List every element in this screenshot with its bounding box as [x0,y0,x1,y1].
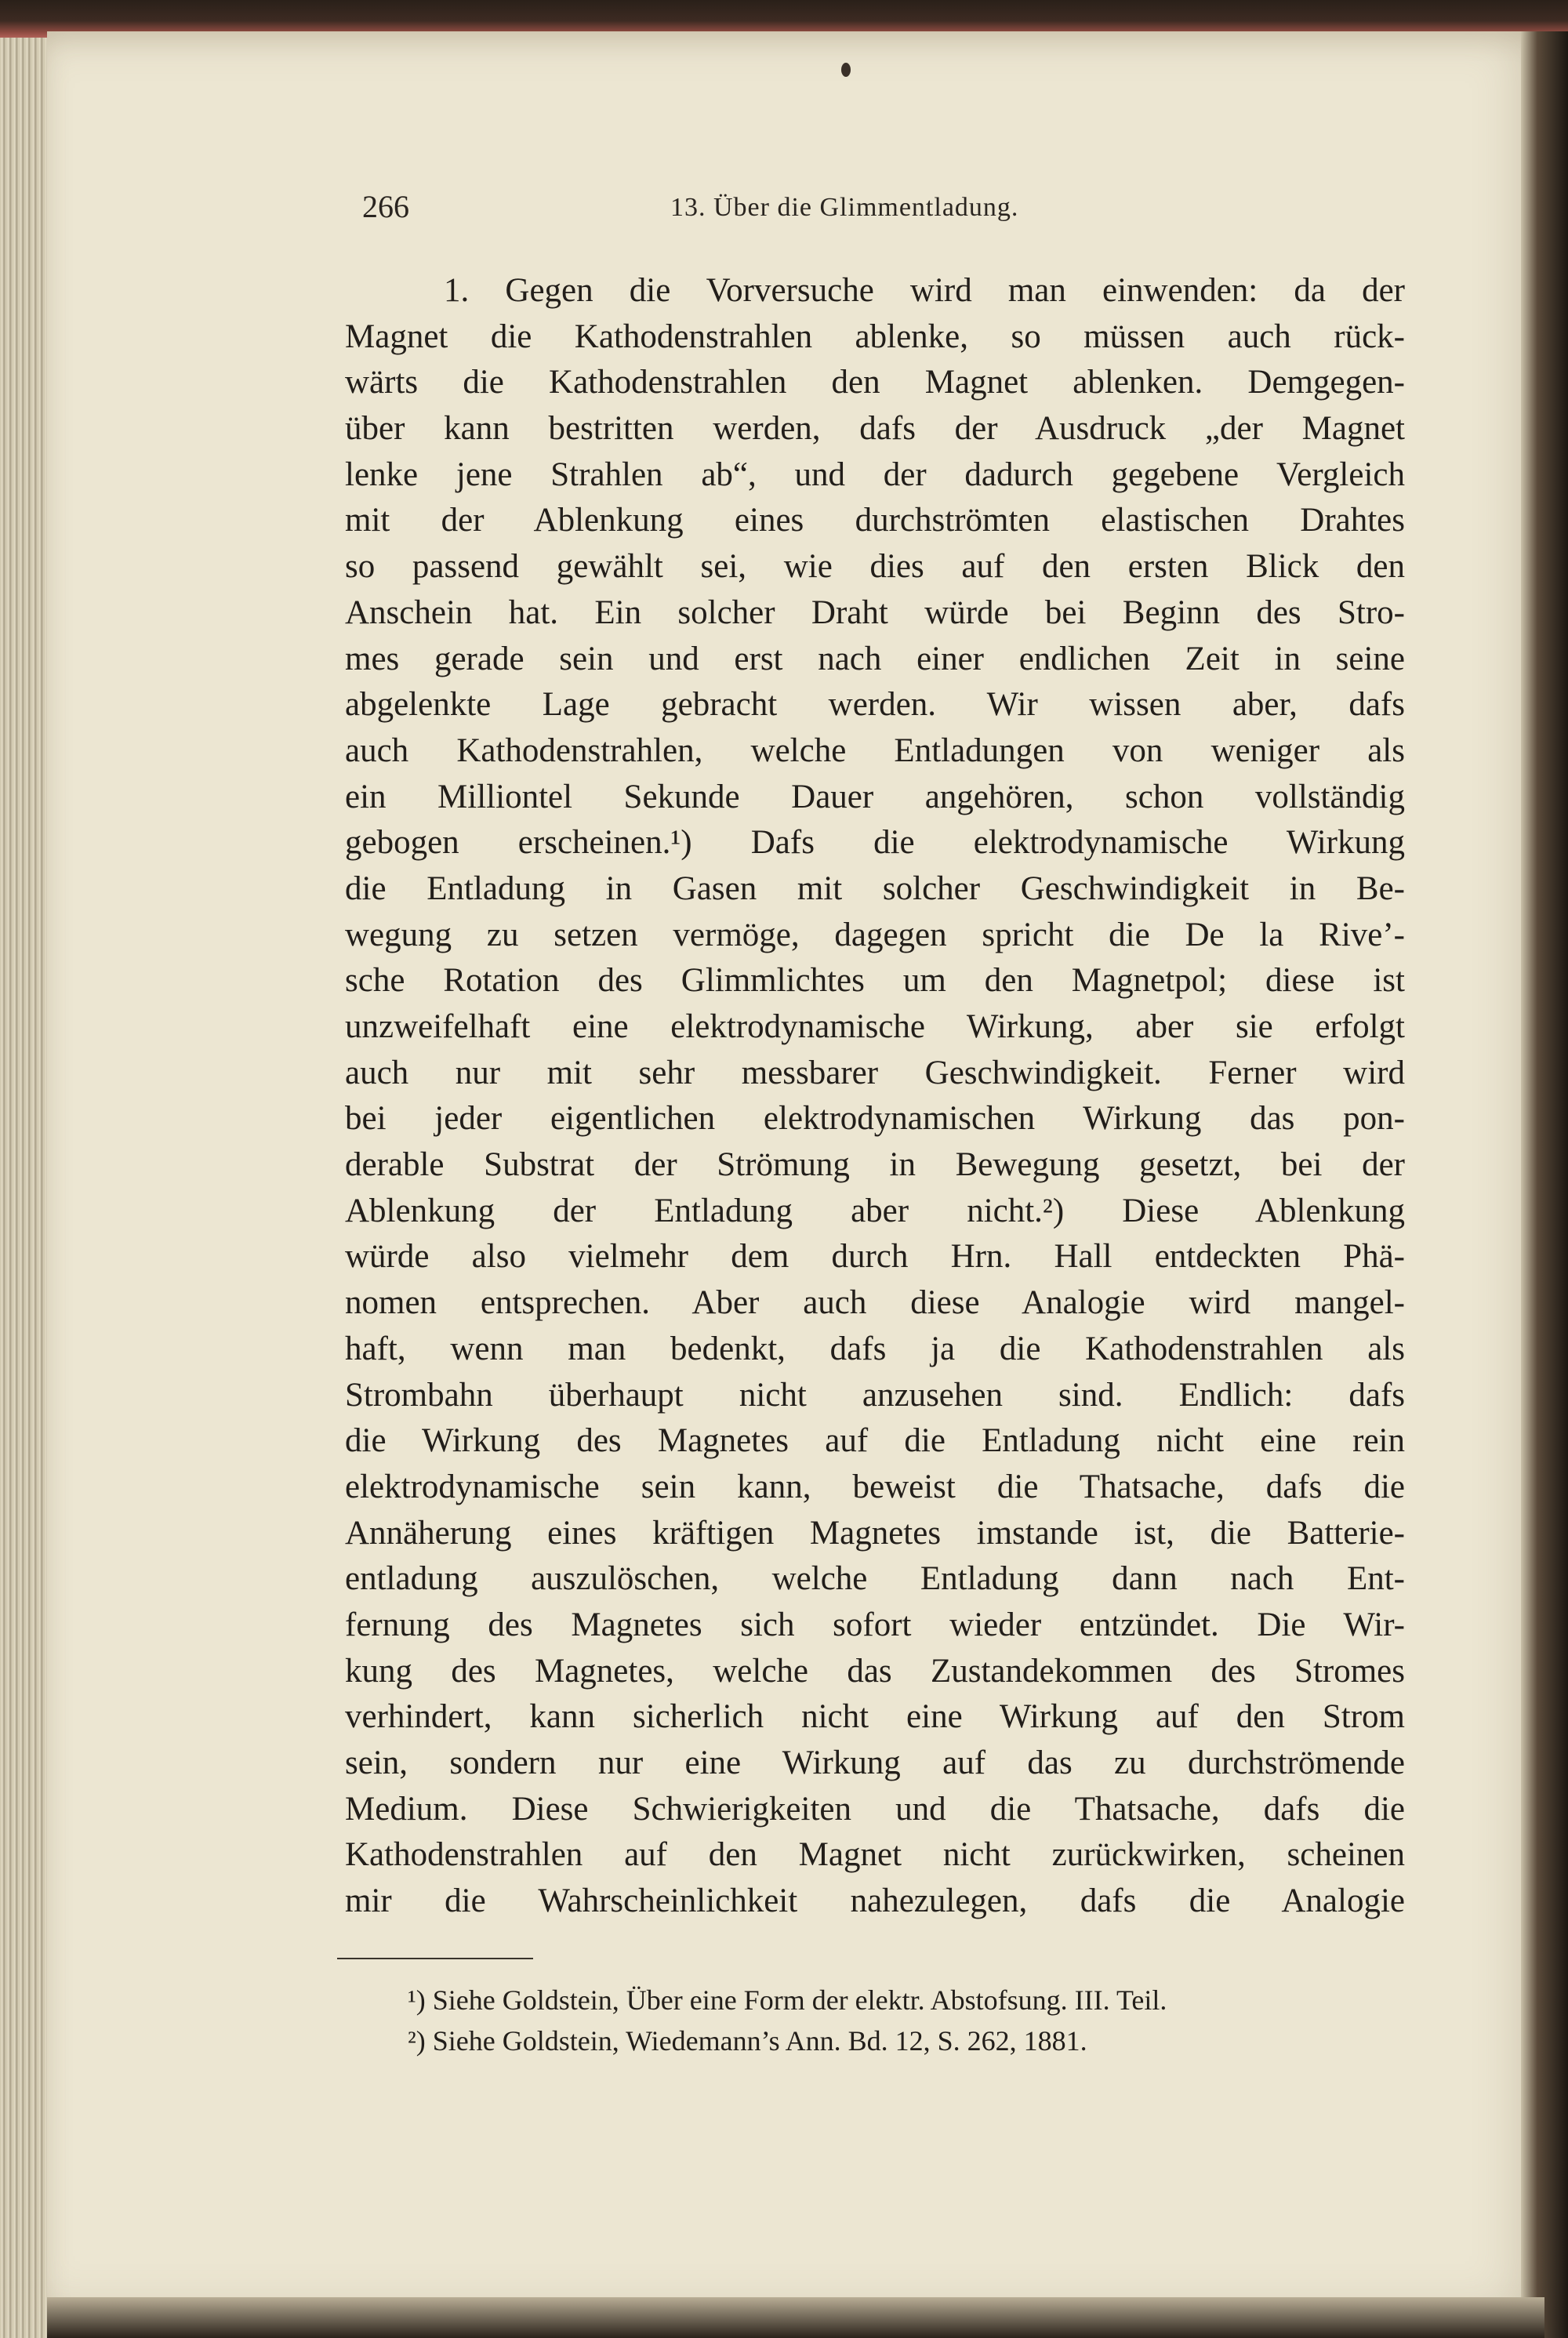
ink-spot [841,63,851,77]
text-line: Anschein hat. Ein solcher Draht würde bei Beginn des Stro- [345,594,1405,631]
page-number: 266 [362,189,409,224]
text-line: Magnet die Kathodenstrahlen ablenke, so müssen auch rück- [345,318,1405,355]
text-line: gebogen erscheinen.¹) Dafs die elektrodynamische Wirkung [345,824,1405,862]
text-line: derable Substrat der Strömung in Bewegung gesetzt, bei der [345,1146,1405,1184]
text-line: Kathodenstrahlen auf den Magnet nicht zurückwirken, scheinen [345,1836,1405,1874]
text-line: wärts die Kathodenstrahlen den Magnet ablenken. Demgegen- [345,364,1405,401]
page-header [0,188,1568,235]
text-line: kung des Magnetes, welche das Zustandekommen des Stromes [345,1652,1405,1690]
text-line: verhindert, kann sicherlich nicht eine Wirkung auf den Strom [345,1698,1405,1736]
text-line: mit der Ablenkung eines durchströmten elastischen Drahtes [345,502,1405,539]
text-line: Ablenkung der Entladung aber nicht.²) Diese Ablenkung [345,1192,1405,1229]
text-line: haft, wenn man bedenkt, dafs ja die Kathodenstrahlen als [345,1330,1405,1367]
text-line: mir die Wahrscheinlichkeit nahezulegen, dafs die Analogie [345,1882,1405,1920]
text-line: sein, sondern nur eine Wirkung auf das zu durchströmende [345,1744,1405,1781]
text-line: so passend gewählt sei, wie dies auf den ersten Blick den [345,548,1405,586]
text-line: auch Kathodenstrahlen, welche Entladungen von weniger als [345,732,1405,769]
text-line: wegung zu setzen vermöge, dagegen spricht die De la Rive’- [345,916,1405,953]
bottom-shadow [47,2297,1544,2338]
running-head: 13. Über die Glimmentladung. [670,193,1019,222]
text-line: ein Milliontel Sekunde Dauer angehören, schon vollständig [345,778,1405,815]
text-line: sche Rotation des Glimmlichtes um den Magnetpol; diese ist [345,962,1405,1000]
text-line: Annäherung eines kräftigen Magnetes imstande ist, die Batterie- [345,1514,1405,1552]
text-line: die Entladung in Gasen mit solcher Geschwindigkeit in Be- [345,869,1405,907]
body-text [345,268,1405,1925]
text-line: über kann bestritten werden, dafs der Ausdruck „der Magnet [345,410,1405,448]
text-line: elektrodynamische sein kann, beweist die Thatsache, dafs die [345,1468,1405,1505]
text-line: Strombahn überhaupt nicht anzusehen sind. Endlich: dafs [345,1376,1405,1414]
text-line: Medium. Diese Schwierigkeiten und die Thatsache, dafs die [345,1790,1405,1828]
gutter-shadow [1521,31,1568,2338]
footnote: ¹) Siehe Goldstein, Über eine Form der elektr. Abstofsung. III. Teil. [408,1984,1167,2016]
footnote: ²) Siehe Goldstein, Wiedemann’s Ann. Bd. 12, S. 262, 1881. [408,2025,1087,2057]
text-line: unzweifelhaft eine elektrodynamische Wirkung, aber sie erfolgt [345,1008,1405,1045]
text-line: abgelenkte Lage gebracht werden. Wir wissen aber, dafs [345,686,1405,724]
text-line: auch nur mit sehr messbarer Geschwindigkeit. Ferner wird [345,1054,1405,1091]
footnote-rule [337,1958,533,1959]
footnotes [408,1980,1411,2061]
text-line: fernung des Magnetes sich sofort wieder entzündet. Die Wir- [345,1606,1405,1643]
text-line: 1. Gegen die Vorversuche wird man einwenden: da der [444,272,1405,309]
text-line: bei jeder eigentlichen elektrodynamischen Wirkung das pon- [345,1100,1405,1138]
text-line: lenke jene Strahlen ab“, und der dadurch gegebene Vergleich [345,456,1405,493]
text-line: würde also vielmehr dem durch Hrn. Hall entdeckten Phä- [345,1238,1405,1276]
text-line: nomen entsprechen. Aber auch diese Analogie wird mangel- [345,1284,1405,1322]
text-line: entladung auszulöschen, welche Entladung dann nach Ent- [345,1560,1405,1598]
text-line: mes gerade sein und erst nach einer endlichen Zeit in seine [345,640,1405,677]
text-line: die Wirkung des Magnetes auf die Entladung nicht eine rein [345,1422,1405,1460]
